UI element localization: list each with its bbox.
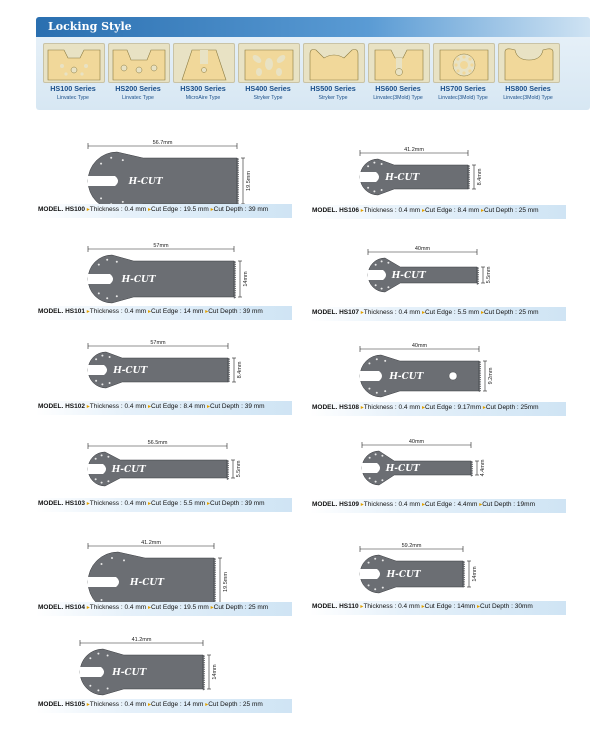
cut-edge-value: 19.5 mm	[183, 206, 209, 213]
arrow-icon: ▸	[147, 605, 151, 611]
h-cut-logo: H-CUT	[130, 578, 164, 588]
model-number: MODEL. HS101	[38, 308, 85, 315]
cut-edge-label: Cut Edge :	[424, 603, 456, 610]
model-spec-bar	[310, 307, 566, 321]
arrow-icon: ▸	[421, 405, 425, 411]
locking-type-series: HS700 Series	[440, 84, 486, 93]
saw-blade-drawing	[368, 246, 493, 296]
width-label: 8.4mm	[237, 361, 243, 379]
h-cut-logo: H-CUT	[385, 173, 420, 183]
arrow-icon: ▸	[86, 207, 90, 213]
locking-type-brand: Linvatec(3Mold) Type	[373, 95, 423, 101]
thickness-label: Thickness :	[363, 309, 397, 316]
length-label: 56.5mm	[147, 440, 168, 446]
saw-blade-drawing	[88, 440, 243, 490]
cut-edge-label: Cut Edge :	[150, 500, 182, 507]
locking-type-brand: Stryker Type	[318, 95, 348, 101]
arrow-icon: ▸	[207, 501, 211, 507]
thickness-label: Thickness :	[89, 604, 123, 611]
saw-blade-drawing	[362, 439, 487, 489]
model-spec-text	[312, 309, 539, 316]
width-label: 14mm	[212, 664, 218, 680]
model-spec-bar	[36, 401, 292, 415]
model-spec-text	[312, 603, 533, 610]
thickness-value: 0.4 mm	[124, 701, 147, 708]
arrow-icon: ▸	[205, 309, 209, 315]
locking-type-brand: Linvatec(3Mold) Type	[503, 95, 553, 101]
arrow-icon: ▸	[481, 310, 485, 316]
thickness-value: 0.4 mm	[398, 404, 421, 411]
width-label: 5.5mm	[236, 460, 242, 478]
arrow-icon: ▸	[205, 702, 209, 708]
arrow-icon: ▸	[147, 404, 151, 410]
model-number: MODEL. HS103	[38, 500, 85, 507]
arrow-icon: ▸	[147, 501, 151, 507]
locking-type-brand: Linvatec Type	[122, 95, 154, 101]
locking-type-image	[498, 43, 560, 83]
locking-type-series: HS100 Series	[50, 84, 96, 93]
model-spec-bar	[36, 699, 292, 713]
locking-type-4	[237, 43, 299, 123]
cut-depth-label: Cut Depth :	[208, 701, 242, 708]
h-cut-logo: H-CUT	[128, 177, 163, 187]
locking-type-8	[497, 43, 559, 123]
cut-depth-value: 30mm	[514, 603, 533, 610]
model-spec-text	[312, 207, 539, 214]
model-number: MODEL. HS106	[312, 207, 359, 214]
width-label: 19.5mm	[223, 572, 229, 592]
cut-edge-label: Cut Edge :	[150, 403, 182, 410]
thickness-label: Thickness :	[363, 207, 397, 214]
locking-type-image	[173, 43, 235, 83]
cut-depth-value: 39 mm	[242, 308, 263, 315]
h-cut-logo: H-CUT	[113, 366, 148, 376]
cut-depth-label: Cut Depth :	[213, 604, 247, 611]
arrow-icon: ▸	[421, 502, 425, 508]
thickness-label: Thickness :	[89, 308, 123, 315]
arrow-icon: ▸	[86, 404, 90, 410]
locking-type-1	[42, 43, 104, 123]
thickness-label: Thickness :	[89, 701, 123, 708]
locking-type-series: HS400 Series	[245, 84, 291, 93]
cut-edge-label: Cut Edge :	[150, 701, 182, 708]
thickness-value: 0.4 mm	[124, 403, 147, 410]
locking-type-series: HS600 Series	[375, 84, 421, 93]
model-number: MODEL. HS102	[38, 403, 85, 410]
cut-depth-value: 25mm	[520, 404, 539, 411]
h-cut-logo: H-CUT	[385, 464, 420, 474]
locking-type-image	[108, 43, 170, 83]
arrow-icon: ▸	[479, 502, 483, 508]
model-spec-bar	[36, 602, 292, 616]
locking-type-series: HS800 Series	[505, 84, 551, 93]
thickness-value: 0.4 mm	[124, 604, 147, 611]
length-label: 41.2mm	[141, 540, 161, 546]
cut-edge-value: 8.4 mm	[457, 207, 480, 214]
cut-depth-value: 19mm	[516, 501, 535, 508]
locking-type-series: HS200 Series	[115, 84, 161, 93]
arrow-icon: ▸	[86, 309, 90, 315]
h-cut-logo: H-CUT	[391, 271, 426, 281]
locking-type-6	[367, 43, 429, 123]
cut-edge-value: 14 mm	[183, 701, 204, 708]
cut-depth-value: 25 mm	[518, 309, 539, 316]
model-spec-bar	[310, 402, 566, 416]
arrow-icon: ▸	[360, 208, 364, 214]
arrow-icon: ▸	[86, 605, 90, 611]
cut-depth-label: Cut Depth :	[480, 603, 513, 610]
saw-blade-drawing	[88, 243, 250, 307]
locking-type-2	[107, 43, 169, 123]
cut-edge-value: 14 mm	[183, 308, 204, 315]
thickness-value: 0.4 mm	[124, 308, 147, 315]
locking-style-title: Locking Style	[48, 20, 132, 33]
arrow-icon: ▸	[210, 605, 214, 611]
cut-edge-label: Cut Edge :	[150, 604, 182, 611]
width-label: 14mm	[243, 271, 249, 287]
width-label: 8.4mm	[477, 168, 483, 186]
h-cut-logo: H-CUT	[386, 570, 421, 580]
cut-depth-label: Cut Depth :	[484, 207, 517, 214]
locking-type-image	[368, 43, 430, 83]
arrow-icon: ▸	[86, 501, 90, 507]
saw-blade-drawing	[80, 637, 219, 699]
cut-depth-label: Cut Depth :	[484, 309, 517, 316]
model-spec-bar	[310, 499, 566, 513]
cut-depth-value: 25 mm	[242, 701, 263, 708]
cut-edge-value: 5.5 mm	[183, 500, 206, 507]
arrow-icon: ▸	[482, 405, 486, 411]
length-label: 57mm	[150, 340, 166, 346]
model-number: MODEL. HS104	[38, 604, 85, 611]
locking-style-panel	[36, 17, 590, 110]
thickness-label: Thickness :	[363, 501, 397, 508]
cut-depth-label: Cut Depth :	[482, 501, 516, 508]
cut-edge-label: Cut Edge :	[424, 309, 456, 316]
model-spec-text	[38, 604, 268, 611]
cut-edge-label: Cut Edge :	[150, 308, 182, 315]
h-cut-logo: H-CUT	[121, 275, 156, 285]
cut-edge-value: 4.4mm	[457, 501, 478, 508]
saw-blade-drawing	[360, 543, 479, 597]
saw-blade-drawing	[360, 147, 484, 199]
h-cut-logo: H-CUT	[112, 668, 147, 678]
arrow-icon: ▸	[210, 207, 214, 213]
cut-depth-label: Cut Depth :	[213, 206, 247, 213]
saw-blade-drawing	[360, 343, 495, 401]
cut-depth-value: 39 mm	[248, 206, 269, 213]
length-label: 41.2mm	[131, 637, 152, 643]
cut-depth-label: Cut Depth :	[485, 404, 519, 411]
length-label: 57mm	[153, 243, 169, 249]
cut-edge-label: Cut Edge :	[424, 404, 456, 411]
model-number: MODEL. HS109	[312, 501, 359, 508]
model-number: MODEL. HS110	[312, 603, 359, 610]
length-label: 41.2mm	[404, 147, 424, 153]
width-label: 5.5mm	[486, 266, 492, 284]
thickness-label: Thickness :	[89, 500, 123, 507]
cut-depth-value: 39 mm	[244, 403, 265, 410]
thickness-label: Thickness :	[363, 404, 397, 411]
cut-edge-value: 5.5 mm	[457, 309, 480, 316]
model-spec-text	[38, 206, 268, 213]
width-label: 19.5mm	[246, 171, 252, 191]
locking-type-brand: Stryker Type	[253, 95, 283, 101]
arrow-icon: ▸	[147, 309, 151, 315]
model-spec-text	[312, 501, 535, 508]
locking-type-image	[433, 43, 495, 83]
arrow-icon: ▸	[86, 702, 90, 708]
cut-edge-label: Cut Edge :	[150, 206, 182, 213]
cut-depth-label: Cut Depth :	[210, 500, 243, 507]
model-spec-text	[38, 403, 265, 410]
locking-type-series: HS500 Series	[310, 84, 356, 93]
thickness-label: Thickness :	[89, 403, 123, 410]
model-spec-text	[38, 308, 263, 315]
model-spec-text	[312, 404, 539, 411]
length-label: 40mm	[408, 439, 425, 445]
cut-depth-label: Cut Depth :	[210, 403, 243, 410]
thickness-value: 0.4 mm	[124, 500, 147, 507]
thickness-value: 0.4 mm	[398, 309, 421, 316]
locking-type-series: HS300 Series	[180, 84, 226, 93]
saw-blade-drawing	[88, 340, 244, 392]
model-number: MODEL. HS100	[38, 206, 85, 213]
locking-type-brand: MicroAire Type	[185, 95, 221, 101]
locking-type-image	[303, 43, 365, 83]
locking-style-header	[36, 17, 590, 37]
cut-edge-value: 8.4 mm	[183, 403, 206, 410]
arrow-icon: ▸	[147, 207, 151, 213]
arrow-icon: ▸	[421, 208, 425, 214]
arrow-icon: ▸	[360, 310, 364, 316]
cut-edge-value: 9.17mm	[457, 404, 481, 411]
thickness-label: Thickness :	[89, 206, 123, 213]
thickness-value: 0.4 mm	[398, 501, 421, 508]
model-spec-bar	[310, 205, 566, 219]
cut-edge-label: Cut Edge :	[424, 501, 456, 508]
width-label: 14mm	[472, 566, 478, 582]
thickness-value: 0.4 mm	[398, 603, 420, 610]
locking-type-brand: Linvatec(3Mold) Type	[438, 95, 488, 101]
width-label: 9.2mm	[488, 367, 494, 385]
length-label: 40mm	[414, 246, 431, 252]
length-label: 40mm	[411, 343, 428, 349]
locking-type-7	[432, 43, 494, 123]
cut-depth-value: 25 mm	[518, 207, 539, 214]
model-spec-bar	[36, 498, 292, 512]
locking-type-3	[172, 43, 234, 123]
arrow-icon: ▸	[421, 604, 425, 610]
locking-type-image	[238, 43, 300, 83]
model-spec-text	[38, 701, 263, 708]
thickness-value: 0.4 mm	[398, 207, 421, 214]
model-number: MODEL. HS107	[312, 309, 359, 316]
h-cut-logo: H-CUT	[389, 372, 424, 382]
arrow-icon: ▸	[147, 702, 151, 708]
model-number: MODEL. HS108	[312, 404, 359, 411]
locking-type-brand: Linvatec Type	[57, 95, 89, 101]
cut-edge-label: Cut Edge :	[424, 207, 456, 214]
arrow-icon: ▸	[477, 604, 481, 610]
cut-edge-value: 14mm	[457, 603, 476, 610]
cut-depth-label: Cut Depth :	[208, 308, 242, 315]
cut-depth-value: 39 mm	[244, 500, 265, 507]
length-label: 59.2mm	[401, 543, 422, 549]
arrow-icon: ▸	[421, 310, 425, 316]
arrow-icon: ▸	[360, 405, 364, 411]
cut-edge-value: 19.5 mm	[183, 604, 209, 611]
cut-depth-value: 25 mm	[248, 604, 269, 611]
thickness-label: Thickness :	[363, 603, 397, 610]
length-label: 56.7mm	[152, 140, 173, 146]
model-number: MODEL. HS105	[38, 701, 85, 708]
arrow-icon: ▸	[360, 604, 364, 610]
saw-blade-drawing	[88, 140, 253, 214]
locking-type-5	[302, 43, 364, 123]
arrow-icon: ▸	[207, 404, 211, 410]
h-cut-logo: H-CUT	[111, 465, 146, 475]
arrow-icon: ▸	[481, 208, 485, 214]
model-spec-bar	[36, 306, 292, 320]
arrow-icon: ▸	[360, 502, 364, 508]
model-spec-bar	[310, 601, 566, 615]
thickness-value: 0.4 mm	[124, 206, 147, 213]
model-spec-bar	[36, 204, 292, 218]
locking-type-image	[43, 43, 105, 83]
model-spec-text	[38, 500, 265, 507]
width-label: 4.4mm	[480, 459, 486, 477]
